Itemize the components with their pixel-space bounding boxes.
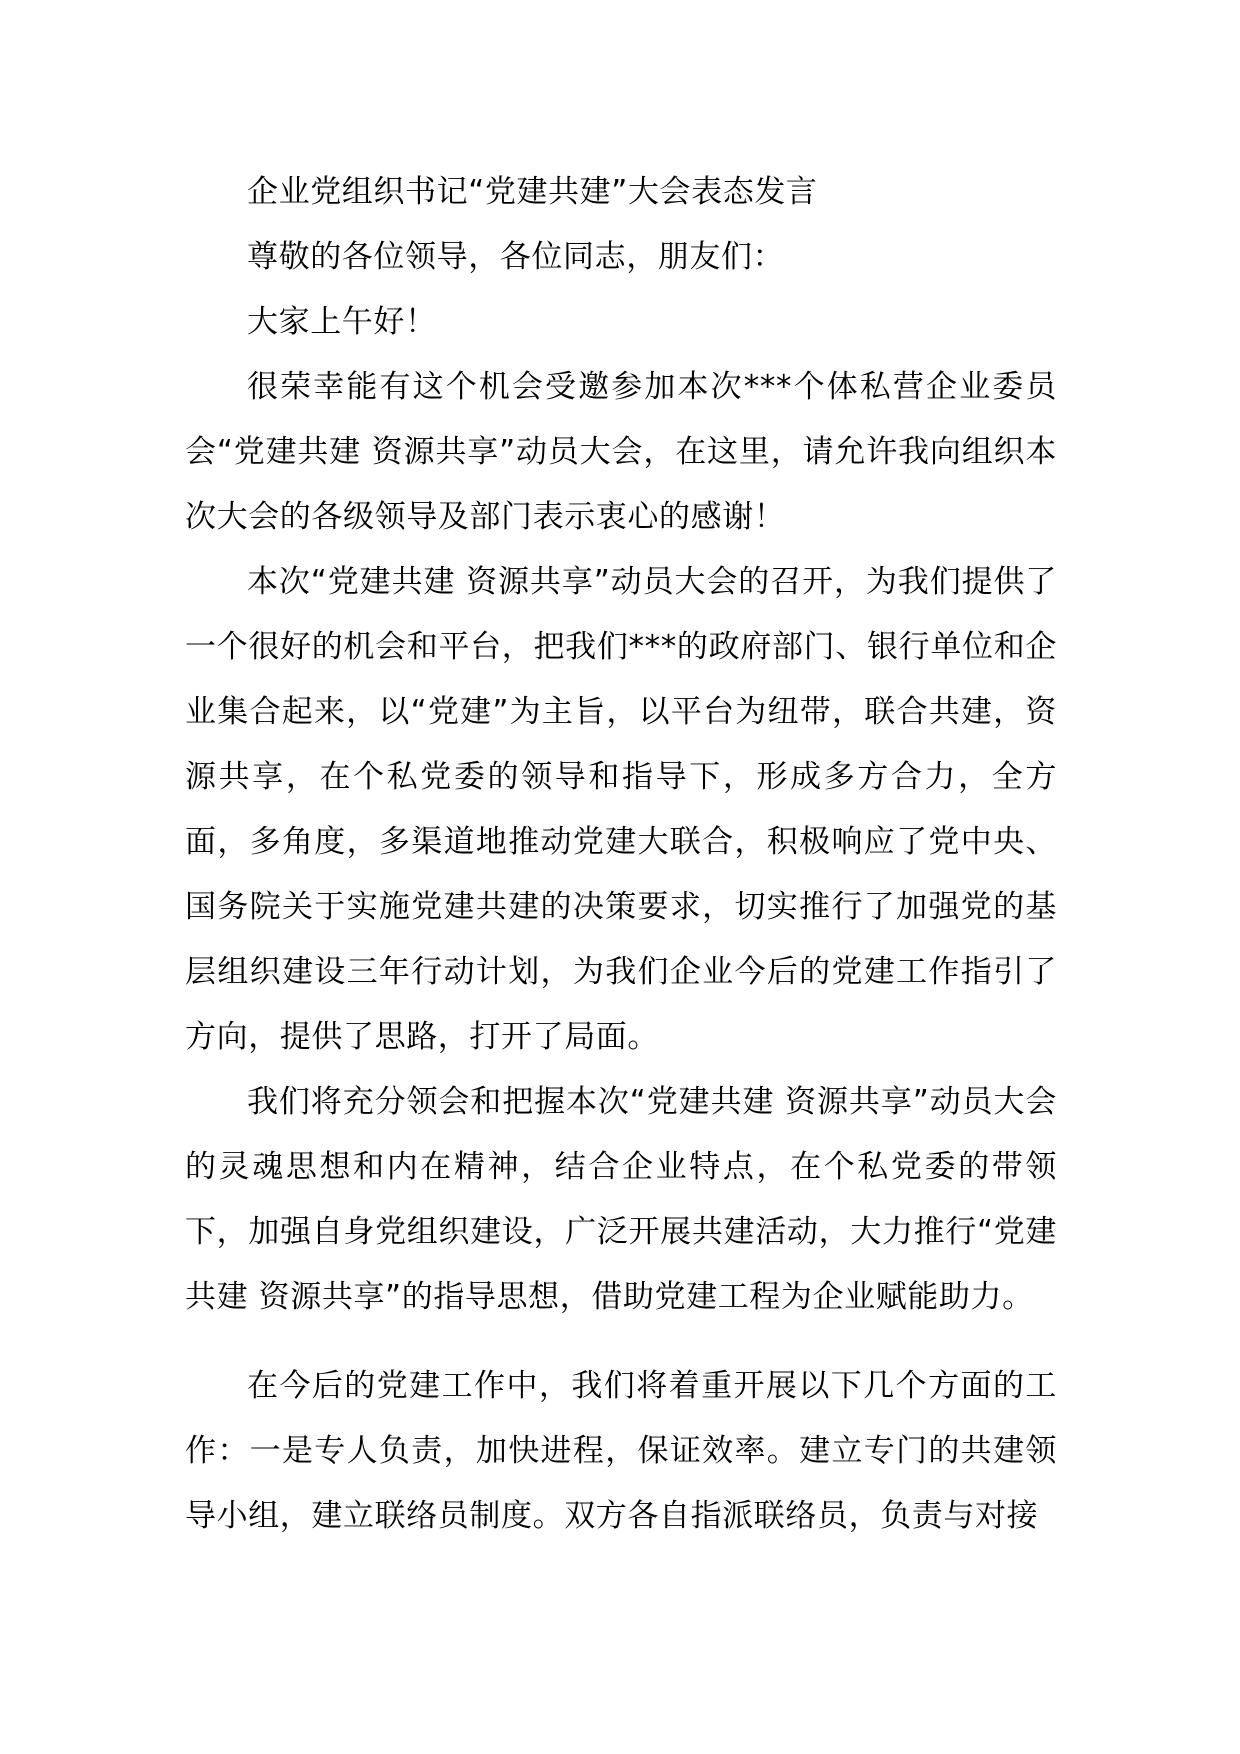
paragraph-commitment: 我们将充分领会和把握本次“党建共建 资源共享”动员大会的灵魂思想和内在精神，结合企业特点，在个私党委的带领下，加强自身党组织建设，广泛开展共建活动，大力推行“党建共建 资源共享”的指导思想，借助党建工程为企业赋能助力。 <box>185 1084 1057 1315</box>
salutation: 尊敬的各位领导，各位同志，朋友们： <box>247 239 785 275</box>
document-title: 企业党组织书记“党建共建”大会表态发言 <box>247 174 818 210</box>
document-body <box>185 160 1057 1549</box>
paragraph-intro: 很荣幸能有这个机会受邀参加本次***个体私营企业委员会“党建共建 资源共享”动员大会，在这里，请允许我向组织本次大会的各级领导及部门表示衷心的感谢！ <box>185 369 1057 535</box>
greeting: 大家上午好！ <box>247 304 437 340</box>
paragraph-future-work: 在今后的党建工作中，我们将着重开展以下几个方面的工作：一是专人负责，加快进程，保证效率。建立专门的共建领导小组，建立联络员制度。双方各自指派联络员，负责与对接 <box>185 1368 1057 1534</box>
paragraph-significance: 本次“党建共建 资源共享”动员大会的召开，为我们提供了一个很好的机会和平台，把我们***的政府部门、银行单位和企业集合起来，以“党建”为主旨，以平台为纽带，联合共建，资源共享，在个私党委的领导和指导下，形成多方合力，全方面，多角度，多渠道地推动党建大联合，积极响应了党中央、国务院关于实施党建共建的决策要求，切实推行了加强党的基层组织建设三年行动计划，为我们企业今后的党建工作指引了方向，提供了思路，打开了局面。 <box>185 564 1057 1055</box>
